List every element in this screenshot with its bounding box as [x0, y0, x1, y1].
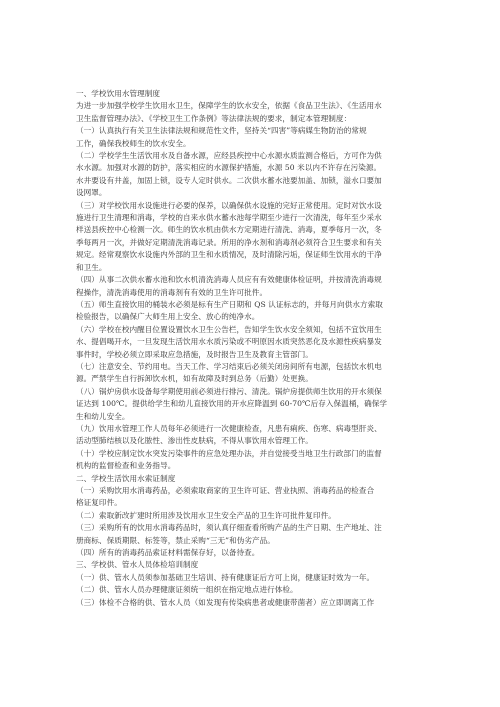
paragraph-line: （二）索取新改扩建时所用涉及饮用水卫生安全产品的卫生许可批件复印件。: [76, 510, 336, 520]
paragraph-line: （四）从事二次供水蓄水池和饮水机清洗消毒人员应有有效健康体检证明，并按清洗消毒规: [76, 275, 382, 285]
paragraph-line: 和卫生。: [76, 262, 107, 272]
paragraph-line: 设网罩。: [76, 188, 107, 198]
paragraph-line: 活动型肺结核以及化脓性、渗出性皮肤病，不得从事饮用水管理工作。: [76, 436, 313, 446]
paragraph-line: 水、提倡喝开水，一旦发现生活饮用水水质污染或不明原因水质突然恶化及水源性疾病暴发: [76, 337, 382, 347]
section-heading: 二、学校生活饮用水索证制度: [76, 473, 176, 483]
paragraph-line: （三）体检不合格的供、管水人员（如发现有传染病患者或健康带菌者）应立即调离工作: [76, 597, 375, 607]
paragraph-line: （三）对学校饮用水设施进行必要的保养，以确保供水设施的完好正常使用。定时对饮水设: [76, 200, 382, 210]
paragraph-line: 格证复印件。: [76, 498, 122, 508]
paragraph-line: （五）师生直接饮用的桶装水必须是标有生产日期和 QS 认证标志的，并每月向供水方索取: [76, 299, 383, 309]
paragraph-line: 证达到 100℃。提供给学生和幼儿直接饮用的开水应降温到 60-70℃后存入保温桶，确保学: [76, 399, 388, 409]
paragraph-line: 册商标、保质期限、标签等，禁止采购“三无”和伪劣产品。: [76, 535, 275, 545]
paragraph-line: 工作，确保我校师生的饮水安全。: [76, 138, 191, 148]
section-heading: 一、学校饮用水管理制度: [76, 89, 161, 98]
paragraph-line: （四）所有的消毒药品索证材料需保存好，以备待查。: [76, 548, 260, 558]
paragraph-line: 程操作，清洗消毒使用的消毒剂有有效的卫生许可批件。: [76, 287, 268, 297]
section-heading: 三、学校供、管水人员体检培训制度: [76, 560, 199, 570]
paragraph-line: 水井要设有井盖，加固上锁，设专人定时供水。二次供水蓄水池要加盖、加锁，溢水口要加: [76, 175, 382, 185]
paragraph-line: （一）采购饮用水消毒药品，必须索取商家的卫生许可证、营业执照、消毒药品的检查合: [76, 486, 375, 495]
paragraph-line: （二）供、管水人员办理健康证须统一组织在指定地点进行体检。: [76, 585, 298, 595]
paragraph-line: （九）饮用水管理工作人员每年必须进行一次健康检查，凡患有痢疾、伤寒、病毒型肝炎、: [76, 423, 382, 433]
paragraph-line: （七）注意安全、节约用电。当天工作、学习结束后必须关闭房间所有电源，包括饮水机电: [76, 361, 382, 371]
paragraph-line: 机构的监督检查和业务指导。: [76, 461, 176, 471]
paragraph-line: （六）学校在校内醒目位置设置饮水卫生公告栏，告知学生饮水安全须知，包括不宜饮用生: [76, 324, 382, 334]
paragraph-line: （八）锅炉房供水设备每学期使用前必须进行排污、清洗。锅炉房提供师生饮用的开水须保: [76, 386, 382, 396]
paragraph-line: 事件时，学校必须立即采取应急措施，及时报告卫生及教育主管部门。: [76, 349, 313, 359]
paragraph-line: （三）采购所有的饮用水消毒药品时，须认真仔细查看所购产品的生产日期、生产地址、注: [76, 523, 382, 533]
paragraph-line: 源。严禁学生自行拆卸饮水机，如有故障及时到总务（后勤）处更换。: [76, 374, 313, 384]
paragraph-line: 施进行卫生清理和消毒，学校的自来水供水蓄水池每学期至少进行一次清洗，每年至少采水: [76, 213, 382, 223]
paragraph-line: （二）学校学生生活饮用水及自备水源，应经县疾控中心水源水质监测合格后，方可作为供: [76, 151, 382, 161]
paragraph-line: 检验报告，以确保广大师生用上安全、放心的纯净水。: [76, 312, 260, 322]
paragraph-line: （十）学校应制定饮水突发污染事件的应急处理办法，并自觉接受当地卫生行政部门的监督: [76, 448, 382, 458]
paragraph-line: 水水源。加强对水源的防护，落实相应的水源保护措施，水源 50 米以内不许存在污染源。: [76, 163, 382, 173]
paragraph-line: （一）供、管水人员须参加基础卫生培训、持有健康证后方可上岗，健康证时效为一年。: [76, 572, 375, 582]
paragraph-line: 规定。经常观察饮水设施内外部的卫生和水质情况，及时清除污垢，保证师生饮用水的干净: [76, 250, 382, 260]
paragraph-line: 样送县疾控中心检测一次。师生的饮水机由供水方定期进行清洗、消毒，夏季每月一次，冬: [76, 225, 382, 235]
paragraph-line: 生和幼儿安全。: [76, 411, 130, 421]
paragraph-line: 季每两月一次，并做好定期清洗消毒记录。所用的净水剂和消毒剂必须符合卫生要求和有关: [76, 237, 382, 247]
paragraph-line: 为进一步加强学校学生饮用水卫生，保障学生的饮水安全，依据《食品卫生法》、《生活用水: [76, 101, 382, 111]
paragraph-line: 卫生监督管理办法》、《学校卫生工作条例》等法律法规的要求，制定本管理制度：: [76, 113, 352, 123]
paragraph-line: （一）认真执行有关卫生法律法规和规范性文件，坚持关“四害”等病媒生物防治的常规: [76, 126, 367, 136]
